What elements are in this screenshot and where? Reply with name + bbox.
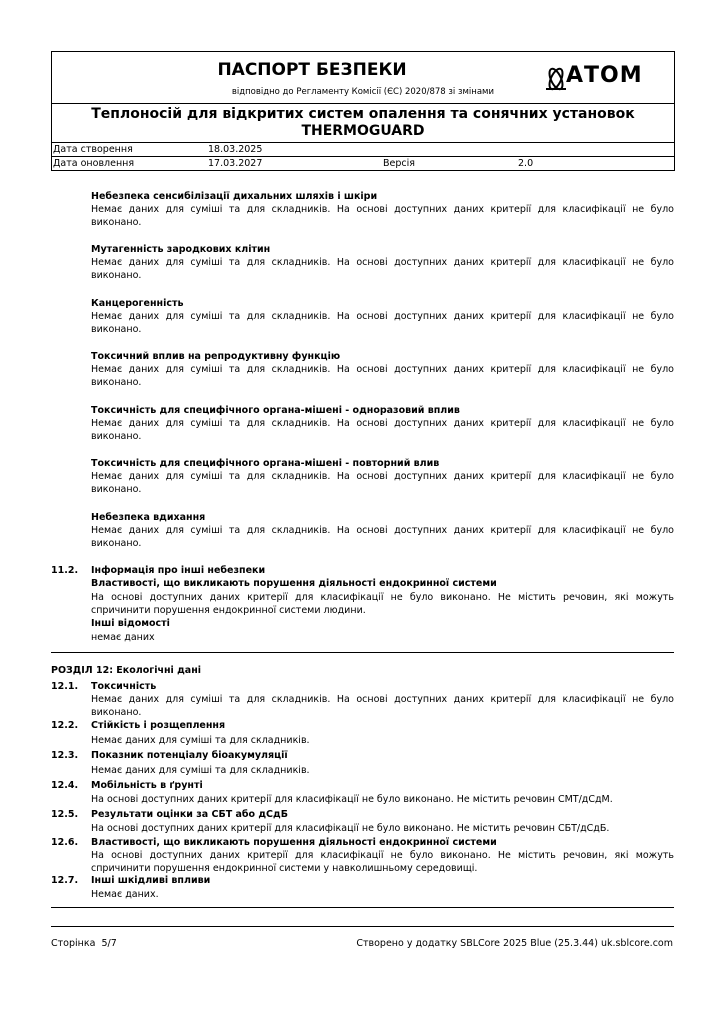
updated-label: Дата оновлення	[53, 158, 135, 169]
hazard-text: Немає даних для суміші та для складників. На основі доступних даних критерії для класифікації не було виконано.	[91, 418, 674, 442]
section-heading: Показник потенціалу біоакумуляції	[91, 750, 288, 761]
section-number: 12.6.	[51, 837, 79, 848]
section-heading: Результати оцінки за СБТ або дСдБ	[91, 809, 288, 820]
section-number: 12.5.	[51, 809, 79, 820]
subsection-text: На основі доступних даних критерії для класифікації не було виконано. Не містить речовин, які можуть спричинити порушення ендокринної системи людини.	[91, 592, 674, 616]
section-divider	[51, 907, 674, 908]
logo-text: АТОМ	[566, 63, 643, 88]
section-text: На основі доступних даних критерії для класифікації не було виконано. Не містить речовин СМТ/дСдМ.	[91, 794, 613, 805]
section-heading: Властивості, що викликають порушення діяльності ендокринної системи	[91, 837, 497, 848]
section-number: 12.1.	[51, 681, 79, 692]
section-text: Немає даних для суміші та для складників.	[91, 735, 310, 746]
section-heading: Інформація про інші небезпеки	[91, 565, 266, 576]
section-heading: Стійкість і розщеплення	[91, 720, 226, 731]
meta-row-created	[52, 143, 674, 157]
hazard-block	[91, 350, 674, 389]
hazard-text: Немає даних для суміші та для складників. На основі доступних даних критерії для класифікації не було виконано.	[91, 311, 674, 335]
company-logo	[544, 65, 672, 91]
product-name-line1: Теплоносій для відкритих систем опалення та сонячних установок	[91, 106, 635, 122]
hazard-text: Немає даних для суміші та для складників. На основі доступних даних критерії для класифікації не було виконано.	[91, 257, 674, 281]
section-text: На основі доступних даних критерії для класифікації не було виконано. Не містить речовин, які можуть спричинити порушення ендокринної системи у навколишньому середовищі.	[91, 850, 674, 874]
generator-credit: Створено у додатку SBLCore 2025 Blue (25.3.44) uk.sblcore.com	[356, 938, 673, 949]
subsection-heading: Властивості, що викликають порушення діяльності ендокринної системи	[91, 578, 497, 589]
created-label: Дата створення	[53, 144, 133, 155]
hazard-text: Немає даних для суміші та для складників. На основі доступних даних критерії для класифікації не було виконано.	[91, 364, 674, 388]
section-text: Немає даних для суміші та для складників.	[91, 765, 310, 776]
created-value: 18.03.2025	[208, 144, 263, 155]
hazard-block	[91, 297, 674, 336]
hazard-block	[91, 457, 674, 496]
section-divider	[51, 652, 674, 653]
section-heading: Токсичність	[91, 681, 157, 692]
subsection-heading: Інші відомості	[91, 618, 170, 629]
atom-logo-icon	[544, 65, 568, 91]
hazard-title: Небезпека сенсибілізації дихальних шляхів і шкіри	[91, 191, 378, 202]
section-number: 12.4.	[51, 780, 79, 791]
hazard-block	[91, 190, 674, 229]
page-number: Сторінка 5/7	[51, 938, 117, 949]
product-name	[52, 104, 674, 143]
version-value: 2.0	[518, 158, 534, 169]
section-text: На основі доступних даних критерії для класифікації не було виконано. Не містить речовин СБТ/дСдБ.	[91, 823, 610, 834]
hazard-text: Немає даних для суміші та для складників. На основі доступних даних критерії для класифікації не було виконано.	[91, 471, 674, 495]
hazard-title: Токсичність для специфічного органа-мішені - одноразовий вплив	[91, 405, 460, 416]
section-number: 12.3.	[51, 750, 79, 761]
section-heading: Інші шкідливі впливи	[91, 875, 211, 886]
section-number: 12.2.	[51, 720, 79, 731]
hazard-text: Немає даних для суміші та для складників. На основі доступних даних критерії для класифікації не було виконано.	[91, 525, 674, 549]
section-number: 12.7.	[51, 875, 79, 886]
version-label: Версія	[383, 158, 415, 169]
section-text: Немає даних.	[91, 889, 159, 900]
updated-value: 17.03.2027	[208, 158, 263, 169]
section-12-title: РОЗДІЛ 12: Екологічні дані	[51, 665, 202, 676]
hazard-title: Мутагенність зародкових клітин	[91, 244, 271, 255]
section-heading: Мобільність в ґрунті	[91, 780, 203, 791]
section-number: 11.2.	[51, 565, 79, 576]
hazard-block	[91, 404, 674, 443]
footer-divider	[51, 926, 674, 927]
regulation-note: відповідно до Регламенту Комісії (ЄС) 2020/878 зі змінами	[231, 87, 494, 97]
product-name-line2: THERMOGUARD	[301, 123, 425, 139]
meta-row-updated	[52, 157, 674, 170]
hazard-text: Немає даних для суміші та для складників. На основі доступних даних критерії для класифікації не було виконано.	[91, 204, 674, 228]
hazard-title: Небезпека вдихання	[91, 512, 206, 523]
hazard-block	[91, 243, 674, 282]
document-title: ПАСПОРТ БЕЗПЕКИ	[217, 60, 407, 80]
section-text: Немає даних для суміші та для складників. На основі доступних даних критерії для класифікації не було виконано.	[91, 694, 674, 718]
hazard-block	[91, 511, 674, 550]
subsection-text: немає даних	[91, 632, 155, 643]
hazard-title: Канцерогенність	[91, 298, 184, 309]
hazard-title: Токсичність для специфічного органа-мішені - повторний влив	[91, 458, 440, 469]
hazard-title: Токсичний вплив на репродуктивну функцію	[91, 351, 341, 362]
document-header	[51, 51, 675, 171]
